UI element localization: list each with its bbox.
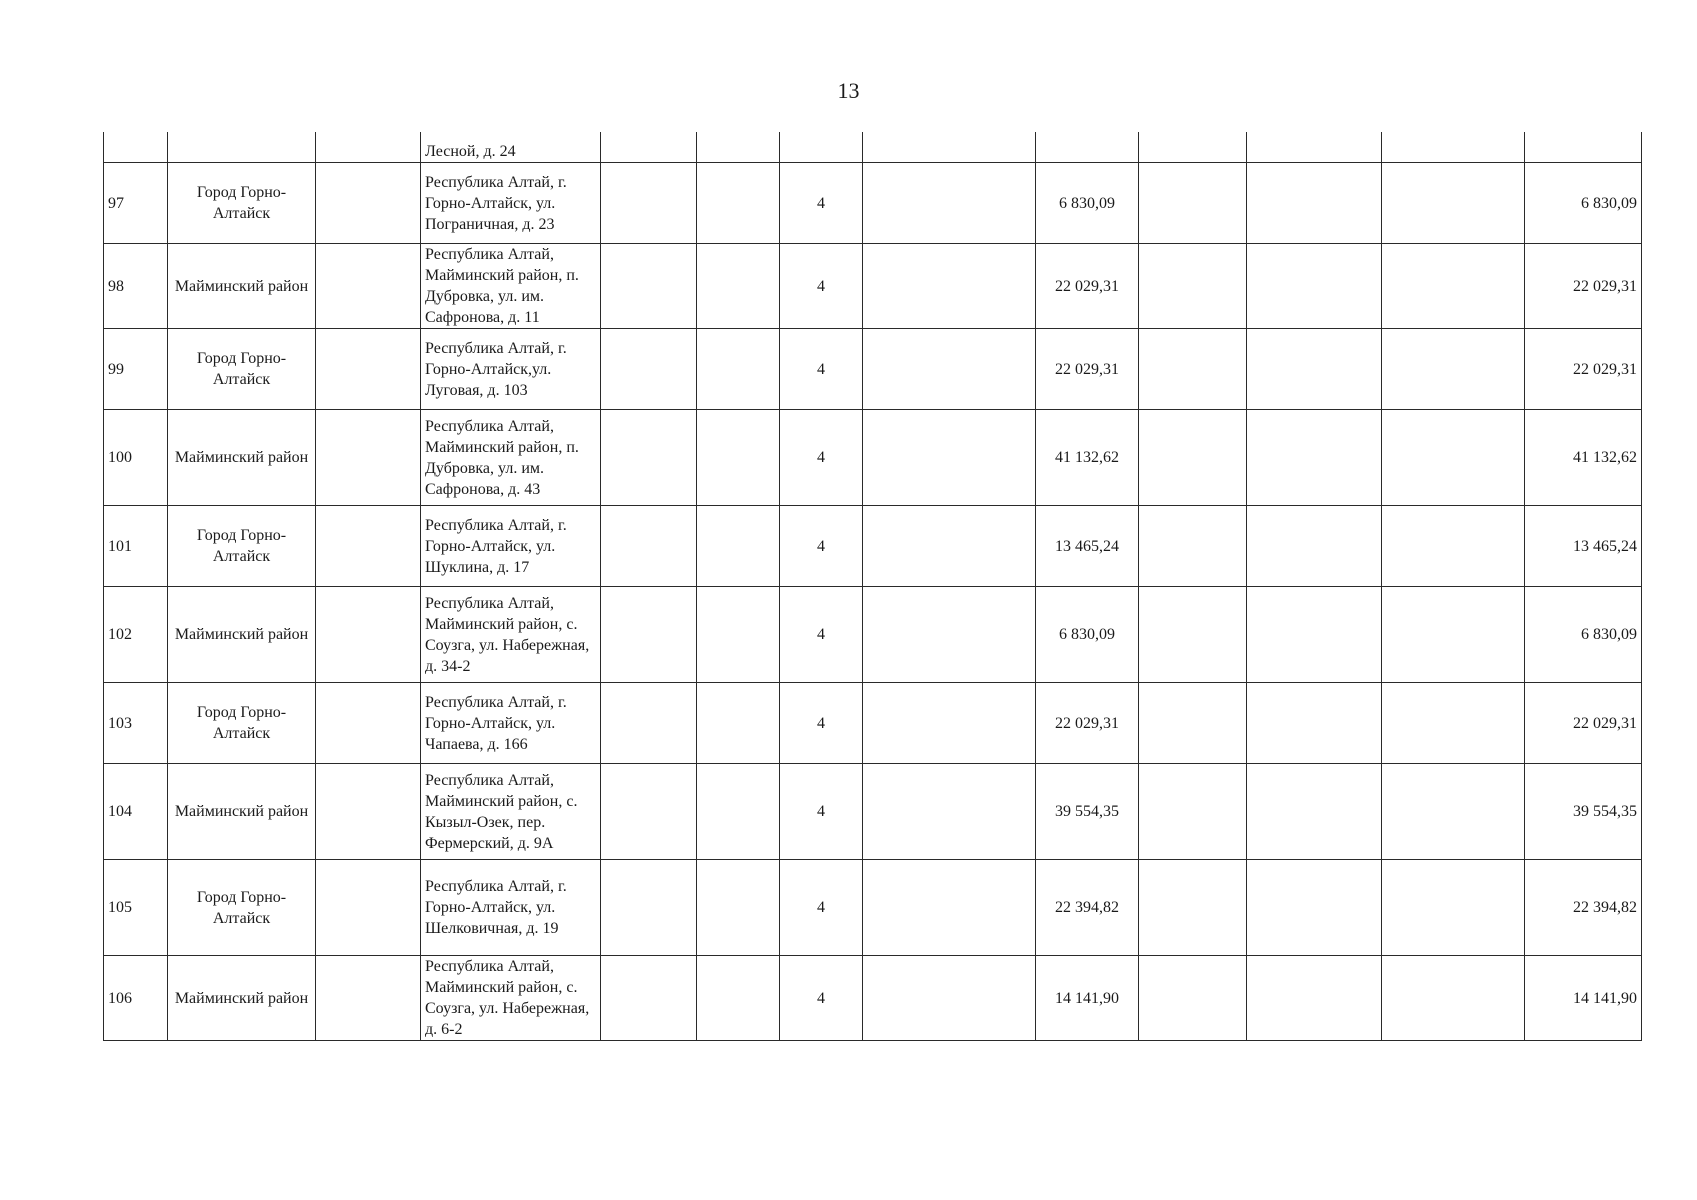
table-cell: [863, 410, 1036, 506]
quantity-cell: 4: [780, 163, 863, 244]
table-row: [104, 764, 1642, 860]
total-cell: 22 394,82: [1525, 860, 1642, 956]
table-cell: [863, 163, 1036, 244]
table-cell: [1382, 163, 1525, 244]
table-cell: [601, 132, 697, 163]
total-cell: 22 029,31: [1525, 683, 1642, 764]
table-cell: [1382, 132, 1525, 163]
table-cell: [316, 410, 421, 506]
address-cell: Республика Алтай, Майминский район, с. Соузга, ул. Набережная, д. 34-2: [421, 587, 601, 683]
total-cell: 22 029,31: [1525, 244, 1642, 329]
table-cell: [863, 764, 1036, 860]
table-row: [104, 329, 1642, 410]
row-number: 103: [104, 683, 168, 764]
table-cell: [697, 244, 780, 329]
table-cell: [316, 956, 421, 1041]
table-cell: [1247, 587, 1382, 683]
table-cell: [601, 764, 697, 860]
row-number: 106: [104, 956, 168, 1041]
amount-cell: 22 029,31: [1036, 683, 1139, 764]
table-cell: [1139, 329, 1247, 410]
quantity-cell: 4: [780, 506, 863, 587]
table-cell: [316, 587, 421, 683]
municipality-cell: Город Горно-Алтайск: [168, 329, 316, 410]
table-cell: [1382, 329, 1525, 410]
register-table: [103, 132, 1642, 1041]
table-cell: [863, 244, 1036, 329]
table-cell: [863, 132, 1036, 163]
table-cell: [697, 329, 780, 410]
table-cell: [1247, 163, 1382, 244]
row-number: 102: [104, 587, 168, 683]
row-number: 100: [104, 410, 168, 506]
table-cell: [1247, 410, 1382, 506]
quantity-cell: 4: [780, 683, 863, 764]
row-number: 98: [104, 244, 168, 329]
quantity-cell: 4: [780, 956, 863, 1041]
total-cell: 14 141,90: [1525, 956, 1642, 1041]
table-cell: [1382, 506, 1525, 587]
table-cell: [863, 329, 1036, 410]
table-cell: [1139, 956, 1247, 1041]
amount-cell: 22 029,31: [1036, 329, 1139, 410]
table-cell: [1382, 956, 1525, 1041]
row-number: 99: [104, 329, 168, 410]
table-cell: [316, 683, 421, 764]
table-cell: [1247, 329, 1382, 410]
total-cell: 22 029,31: [1525, 329, 1642, 410]
total-cell: 6 830,09: [1525, 163, 1642, 244]
table-cell: [697, 163, 780, 244]
table-cell: [1382, 683, 1525, 764]
amount-cell: 22 394,82: [1036, 860, 1139, 956]
table-cell: [697, 764, 780, 860]
municipality-cell: Город Горно-Алтайск: [168, 506, 316, 587]
row-number: 97: [104, 163, 168, 244]
address-cell: Республика Алтай, г. Горно-Алтайск, ул. Шелковичная, д. 19: [421, 860, 601, 956]
table-cell: [601, 860, 697, 956]
table-row: [104, 683, 1642, 764]
table-cell: [601, 506, 697, 587]
table-cell: [316, 506, 421, 587]
quantity-cell: 4: [780, 329, 863, 410]
address-cell: Республика Алтай, г. Горно-Алтайск,ул. Луговая, д. 103: [421, 329, 601, 410]
page-number: 13: [837, 78, 860, 103]
table-cell: [1139, 683, 1247, 764]
municipality-cell: Майминский район: [168, 764, 316, 860]
municipality-cell: Город Горно-Алтайск: [168, 860, 316, 956]
table-row: [104, 410, 1642, 506]
amount-cell: 39 554,35: [1036, 764, 1139, 860]
amount-cell: 6 830,09: [1036, 163, 1139, 244]
municipality-cell: Майминский район: [168, 587, 316, 683]
table-cell: [316, 132, 421, 163]
table-cell: [697, 410, 780, 506]
table-cell: [601, 587, 697, 683]
quantity-cell: 4: [780, 860, 863, 956]
table-cell: [316, 860, 421, 956]
address-cell: Республика Алтай, Майминский район, п. Дубровка, ул. им. Сафронова, д. 43: [421, 410, 601, 506]
table-cell: [601, 329, 697, 410]
table-cell: [1139, 506, 1247, 587]
municipality-cell: Город Горно-Алтайск: [168, 683, 316, 764]
table-cell: [601, 410, 697, 506]
table-cell: [1247, 764, 1382, 860]
table-cell: [1382, 587, 1525, 683]
row-number: 101: [104, 506, 168, 587]
table-cell: [601, 683, 697, 764]
amount-cell: 41 132,62: [1036, 410, 1139, 506]
table-cell: [697, 587, 780, 683]
row-number: 105: [104, 860, 168, 956]
table-cell: [697, 506, 780, 587]
table-cell: [1247, 683, 1382, 764]
table-cell: [168, 132, 316, 163]
table-row: [104, 244, 1642, 329]
table-cell: [697, 132, 780, 163]
continued-row: [104, 132, 1642, 163]
table-cell: [316, 329, 421, 410]
total-cell: 6 830,09: [1525, 587, 1642, 683]
table-cell: [863, 956, 1036, 1041]
table-cell: [1247, 132, 1382, 163]
table-cell: [863, 683, 1036, 764]
amount-cell: 6 830,09: [1036, 587, 1139, 683]
municipality-cell: Город Горно-Алтайск: [168, 163, 316, 244]
table-cell: [104, 132, 168, 163]
table-row: [104, 506, 1642, 587]
table-cell: [601, 956, 697, 1041]
table-cell: [1525, 132, 1642, 163]
table-cell: [1139, 587, 1247, 683]
table-cell: [1382, 764, 1525, 860]
table-cell: [1139, 764, 1247, 860]
table-body: [104, 132, 1642, 1041]
address-cell: Республика Алтай, г. Горно-Алтайск, ул. Чапаева, д. 166: [421, 683, 601, 764]
quantity-cell: 4: [780, 587, 863, 683]
total-cell: 13 465,24: [1525, 506, 1642, 587]
table-cell: [1139, 860, 1247, 956]
quantity-cell: 4: [780, 764, 863, 860]
address-cell: Республика Алтай, г. Горно-Алтайск, ул. Пограничная, д. 23: [421, 163, 601, 244]
table-cell: [1382, 410, 1525, 506]
amount-cell: 14 141,90: [1036, 956, 1139, 1041]
table-cell: [316, 244, 421, 329]
table-cell: [1139, 132, 1247, 163]
total-cell: 39 554,35: [1525, 764, 1642, 860]
address-cell: Республика Алтай, Майминский район, с. Кызыл-Озек, пер. Фермерский, д. 9А: [421, 764, 601, 860]
address-cell: Республика Алтай, г. Горно-Алтайск, ул. Шуклина, д. 17: [421, 506, 601, 587]
table-cell: [697, 683, 780, 764]
table-row: [104, 163, 1642, 244]
table-cell: [1139, 244, 1247, 329]
total-cell: 41 132,62: [1525, 410, 1642, 506]
table-cell: [863, 506, 1036, 587]
table-cell: [1139, 163, 1247, 244]
table-cell: [863, 860, 1036, 956]
continued-address: Лесной, д. 24: [421, 132, 601, 163]
table-cell: [780, 132, 863, 163]
table-cell: [1036, 132, 1139, 163]
table-cell: [601, 244, 697, 329]
table-cell: [1382, 860, 1525, 956]
table-cell: [697, 860, 780, 956]
table-row: [104, 956, 1642, 1041]
table-row: [104, 860, 1642, 956]
table-cell: [863, 587, 1036, 683]
quantity-cell: 4: [780, 410, 863, 506]
table-cell: [697, 956, 780, 1041]
municipality-cell: Майминский район: [168, 244, 316, 329]
table-cell: [316, 163, 421, 244]
table-cell: [1139, 410, 1247, 506]
municipality-cell: Майминский район: [168, 956, 316, 1041]
address-cell: Республика Алтай, Майминский район, п. Дубровка, ул. им. Сафронова, д. 11: [421, 244, 601, 329]
table-cell: [601, 163, 697, 244]
row-number: 104: [104, 764, 168, 860]
table-cell: [1247, 244, 1382, 329]
table-cell: [1382, 244, 1525, 329]
address-cell: Республика Алтай, Майминский район, с. Соузга, ул. Набережная, д. 6-2: [421, 956, 601, 1041]
table-row: [104, 587, 1642, 683]
table-cell: [1247, 506, 1382, 587]
amount-cell: 13 465,24: [1036, 506, 1139, 587]
municipality-cell: Майминский район: [168, 410, 316, 506]
table-cell: [316, 764, 421, 860]
amount-cell: 22 029,31: [1036, 244, 1139, 329]
table-cell: [1247, 860, 1382, 956]
table-cell: [1247, 956, 1382, 1041]
quantity-cell: 4: [780, 244, 863, 329]
